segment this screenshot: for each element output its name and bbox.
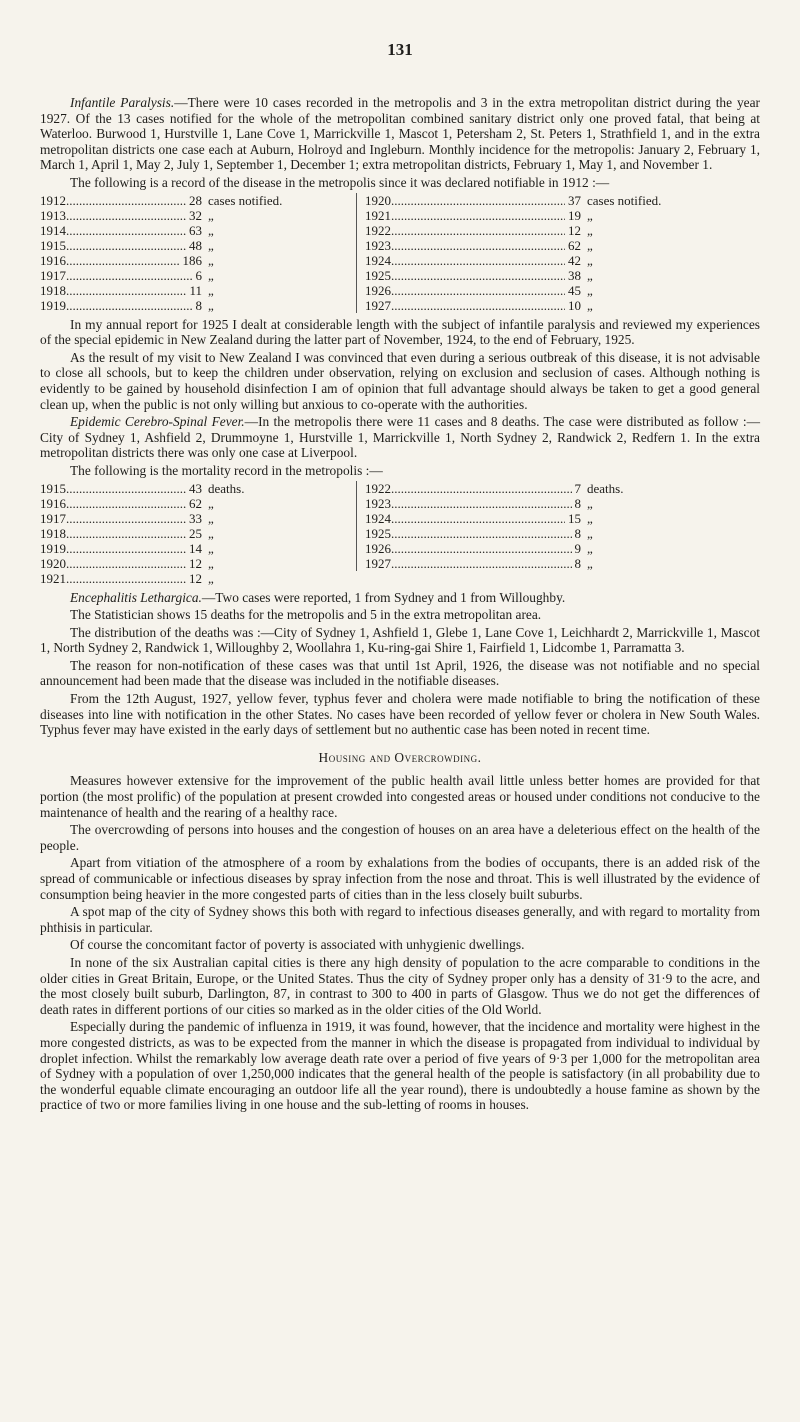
row-value: 62 [568,237,581,253]
row-value: 14 [189,540,202,556]
row-unit: „ [208,495,214,511]
row-year: 1919 [40,297,66,313]
row-value: 25 [189,525,202,541]
row-leader-dots [391,541,572,556]
cerebro-table-left [40,481,308,586]
row-leader-dots [66,238,186,253]
row-value: 33 [189,510,202,526]
row-year: 1922 [365,480,391,496]
row-unit: „ [208,540,214,556]
row-unit: „ [208,510,214,526]
row-unit: „ [587,495,593,511]
infantile-p1-text: —There were 10 cases recorded in the metropolis and 3 in the extra metropolitan district during the year 1927. Of the 13 cases notified for the whole of the metropolitan combined sanitary district only one proved fatal, that being at Waterloo. Burwood 1, Hurstville 1, Lane Cove 1, Marrickville 1, Mascot 1, Petersham 2, St. Peters 1, Strathfield 1, and in the extra metropolitan districts one case each at Auburn, Holroyd and Ingleburn. Monthly incidence for the metropolis: January 2, February 1, March 1, April 1, May 2, July 1, September 1, December 1; extra metropolitan districts, February 1, May 1, and November 1. [40,95,761,173]
row-year: 1919 [40,540,66,556]
page-content [40,95,760,1115]
row-value: 11 [189,282,202,298]
table-row [365,298,687,313]
housing-paragraph-2: The overcrowding of persons into houses and the congestion of houses on an area have a deleterious effect on the health of the people. [40,822,760,853]
row-unit: „ [587,297,593,313]
table-row [40,298,308,313]
row-year: 1921 [365,207,391,223]
row-unit: „ [208,252,214,268]
row-unit: „ [587,267,593,283]
cerebro-paragraph-2: The following is the mortality record in the metropolis :— [70,462,383,478]
infantile-paragraph-1 [40,95,760,173]
table-row [365,541,687,556]
row-year: 1913 [40,207,66,223]
row-year: 1927 [365,297,391,313]
row-leader-dots [66,541,186,556]
row-leader-dots [391,193,565,208]
row-year: 1925 [365,267,391,283]
encephalitis-paragraph-3: The distribution of the deaths was :—City of Sydney 1, Ashfield 1, Glebe 1, Lane Cove 1, Leichhardt 2, Marrickville 1, Mascot 1, North Sydney 2, Randwick 1, Willoughby 2, Woollahra 1, Ku-ring-gai Shire 1, Fairfield 1, Lidcombe 1, Parramatta 3. [40,624,760,656]
row-unit: „ [587,207,593,223]
housing-paragraph-6: In none of the six Australian capital cities is there any high density of population to the acre comparable to conditions in the older cities in Great Britain, Europe, or the United States. Thus the city of Sydney proper only has a density of 31·9 to the acre, and the most closely built suburb, Darlington, 87, in contrast to 300 to 400 in parts of Glasgow. Thus we do not get the differences of death rates in different portions of our cities so marked as in the older cities of the Old World. [40,954,760,1017]
infantile-table-right [356,193,687,313]
housing-paragraph-5: Of course the concomitant factor of poverty is associated with unhygienic dwellings. [70,937,525,953]
row-unit: „ [208,222,214,238]
row-leader-dots [66,193,186,208]
row-year: 1922 [365,222,391,238]
table-row [40,223,308,238]
row-unit: „ [208,207,214,223]
row-leader-dots [66,298,193,313]
row-leader-dots [391,283,565,298]
row-year: 1912 [40,192,66,208]
table-row [40,208,308,223]
row-year: 1915 [40,480,66,496]
row-unit: „ [208,237,214,253]
row-value: 15 [568,510,581,526]
encephalitis-p1-text: —Two cases were reported, 1 from Sydney and 1 from Willoughby. [201,589,566,605]
row-value: 12 [568,222,581,238]
row-value: 12 [189,570,202,586]
row-unit: „ [208,555,214,571]
row-leader-dots [391,298,565,313]
table-row [40,481,308,496]
row-value: 8 [195,297,202,313]
row-unit: „ [208,297,214,313]
row-unit: „ [587,540,593,556]
row-unit: „ [587,222,593,238]
row-value: 48 [189,237,202,253]
row-value: 28 [189,192,202,208]
cerebro-title: Epidemic Cerebro-Spinal Fever. [70,414,245,430]
table-row [365,208,687,223]
row-leader-dots [66,496,186,511]
row-unit: „ [587,555,593,571]
housing-paragraph-3: Apart from vitiation of the atmosphere of a room by exhalations from the bodies of occupants, there is an added risk of the spread of communicable or infectious diseases by spray infection from the nose and throat. This is well illustrated by the evidence of consumption being heavier in the more congested parts of cities than in the less closely built suburbs. [40,855,760,902]
row-year: 1920 [40,555,66,571]
row-unit: „ [208,267,214,283]
row-value: 19 [568,207,581,223]
row-value: 8 [574,525,581,541]
row-value: 63 [189,222,202,238]
row-unit: cases notified. [587,192,662,208]
row-leader-dots [66,571,186,586]
row-leader-dots [391,223,565,238]
encephalitis-paragraph-4: The reason for non-notification of these cases was that until 1st April, 1926, the disease was not notifiable and no special announcement had been made that the disease was included in the notifiable diseases. [40,657,760,689]
row-leader-dots [391,253,565,268]
row-year: 1916 [40,252,66,268]
row-leader-dots [66,268,193,283]
page-number: 131 [387,40,413,59]
row-unit: „ [208,282,214,298]
row-year: 1920 [365,192,391,208]
row-leader-dots [391,526,572,541]
row-year: 1916 [40,495,66,511]
row-leader-dots [66,481,186,496]
row-leader-dots [66,208,186,223]
row-unit: „ [587,510,593,526]
row-unit: „ [587,237,593,253]
row-unit: „ [208,570,214,586]
table-row [40,571,308,586]
encephalitis-paragraph-5: From the 12th August, 1927, yellow fever, typhus fever and cholera were made notifiable to bring the notification of these diseases into line with notification in the other States. No cases have been recorded of yellow fever or cholera in New South Wales. Typhus fever may have existed in the early days of settlement but no authentic case has been noted in recent time. [40,691,760,738]
row-leader-dots [66,556,186,571]
row-year: 1926 [365,282,391,298]
row-year: 1925 [365,525,391,541]
row-year: 1918 [40,525,66,541]
row-value: 6 [195,267,202,283]
infantile-table-left [40,193,308,313]
row-year: 1923 [365,237,391,253]
table-row [365,481,687,496]
row-year: 1927 [365,555,391,571]
row-leader-dots [391,556,572,571]
row-year: 1917 [40,267,66,283]
row-value: 8 [574,555,581,571]
row-value: 32 [189,207,202,223]
table-row [365,253,687,268]
row-value: 12 [189,555,202,571]
infantile-paragraph-4: As the result of my visit to New Zealand I was convinced that even during a serious outbreak of this disease, it is not advisable to close all schools, but to keep the children under observation, relying on exclusion and seclusion of cases. Although nothing is evidently to be gained by household disinfection I am of opinion that full advantage should always be taken to get a good general clean up, when the public is not only willing but anxious to co-operate with the authorities. [40,349,760,412]
row-unit: deaths. [208,480,245,496]
table-row [40,268,308,283]
row-leader-dots [391,208,565,223]
row-unit: „ [587,525,593,541]
row-unit: „ [208,525,214,541]
housing-heading: Housing and Overcrowding. [318,749,482,765]
table-row [365,223,687,238]
row-value: 9 [574,540,581,556]
row-value: 62 [189,495,202,511]
table-row [365,496,687,511]
infantile-title: Infantile Paralysis. [70,95,175,110]
row-value: 10 [568,297,581,313]
table-row [365,238,687,253]
row-value: 37 [568,192,581,208]
row-year: 1926 [365,540,391,556]
table-row [40,496,308,511]
row-value: 8 [574,495,581,511]
housing-paragraph-4: A spot map of the city of Sydney shows this both with regard to infectious diseases generally, and with regard to mortality from phthisis in particular. [40,904,760,935]
row-value: 186 [182,252,202,268]
row-leader-dots [66,253,180,268]
cerebro-p1-text: —In the metropolis there were 11 cases and 8 deaths. The case were distributed as follow :—City of Sydney 1, Ashfield 2, Drummoyne 1, Hurstville 1, Marrickville 1, North Sydney 2, Randwick 2, Redfern 1. In the extra metropolitan districts there was only one case at Liverpool. [40,414,761,461]
table-row [365,556,687,571]
table-row [40,556,308,571]
row-year: 1918 [40,282,66,298]
row-year: 1915 [40,237,66,253]
table-row [40,193,308,208]
row-leader-dots [66,526,186,541]
row-value: 45 [568,282,581,298]
housing-paragraph-1: Measures however extensive for the improvement of the public health avail little unless better homes are provided for that portion (the most prolific) of the population at present crowded into congested areas or housed under conditions not conducive to the maintenance of health and the rearing of a healthy race. [40,773,760,820]
table-row [365,193,687,208]
infantile-table [40,193,760,315]
row-unit: deaths. [587,480,624,496]
encephalitis-paragraph-2: The Statistician shows 15 deaths for the metropolis and 5 in the extra metropolitan area. [70,607,542,623]
row-leader-dots [66,511,186,526]
table-row [40,526,308,541]
infantile-paragraph-3: In my annual report for 1925 I dealt at considerable length with the subject of infantile paralysis and reviewed my experiences of the special epidemic in New Zealand during the latter part of November, 1924, to the end of February, 1925. [40,316,760,348]
table-row [365,511,687,526]
row-leader-dots [391,268,565,283]
row-leader-dots [66,223,186,238]
row-unit: „ [587,282,593,298]
row-year: 1917 [40,510,66,526]
row-year: 1923 [365,495,391,511]
encephalitis-title: Encephalitis Lethargica. [70,589,202,605]
row-year: 1924 [365,510,391,526]
row-value: 38 [568,267,581,283]
infantile-paragraph-2: The following is a record of the disease in the metropolis since it was declared notifiable in 1912 :— [70,174,610,190]
row-value: 42 [568,252,581,268]
row-year: 1921 [40,570,66,586]
table-row [40,238,308,253]
table-row [365,526,687,541]
housing-paragraph-7: Especially during the pandemic of influenza in 1919, it was found, however, that the incidence and mortality were highest in the more congested districts, as was to be expected from the manner in which the disease is propagated from individual to individual by droplet infection. Whilst the remarkably low average death rate over a period of five years of 9·3 per 1,000 for the metropolitan area of Sydney with a population of over 1,250,000 indicates that the general health of the people is satisfactory (in all probability due to the wonderful equable climate encouraging an outdoor life all the year round), there is undoubtedly a house famine as shown by the practice of two or more families living in one house and the sub-letting of rooms in houses. [40,1019,760,1113]
cerebro-table-right [356,481,687,571]
row-leader-dots [66,283,186,298]
table-row [40,283,308,298]
table-row [365,283,687,298]
cerebro-table [40,481,760,588]
encephalitis-paragraph-1 [40,590,760,606]
table-row [40,541,308,556]
table-row [365,268,687,283]
row-leader-dots [391,496,572,511]
row-unit: „ [587,252,593,268]
row-unit: cases notified. [208,192,283,208]
row-year: 1924 [365,252,391,268]
row-value: 43 [189,480,202,496]
row-year: 1914 [40,222,66,238]
row-leader-dots [391,511,565,526]
row-value: 7 [574,480,581,496]
row-leader-dots [391,481,572,496]
table-row [40,253,308,268]
row-leader-dots [391,238,565,253]
cerebro-paragraph-1 [40,414,760,461]
table-row [40,511,308,526]
